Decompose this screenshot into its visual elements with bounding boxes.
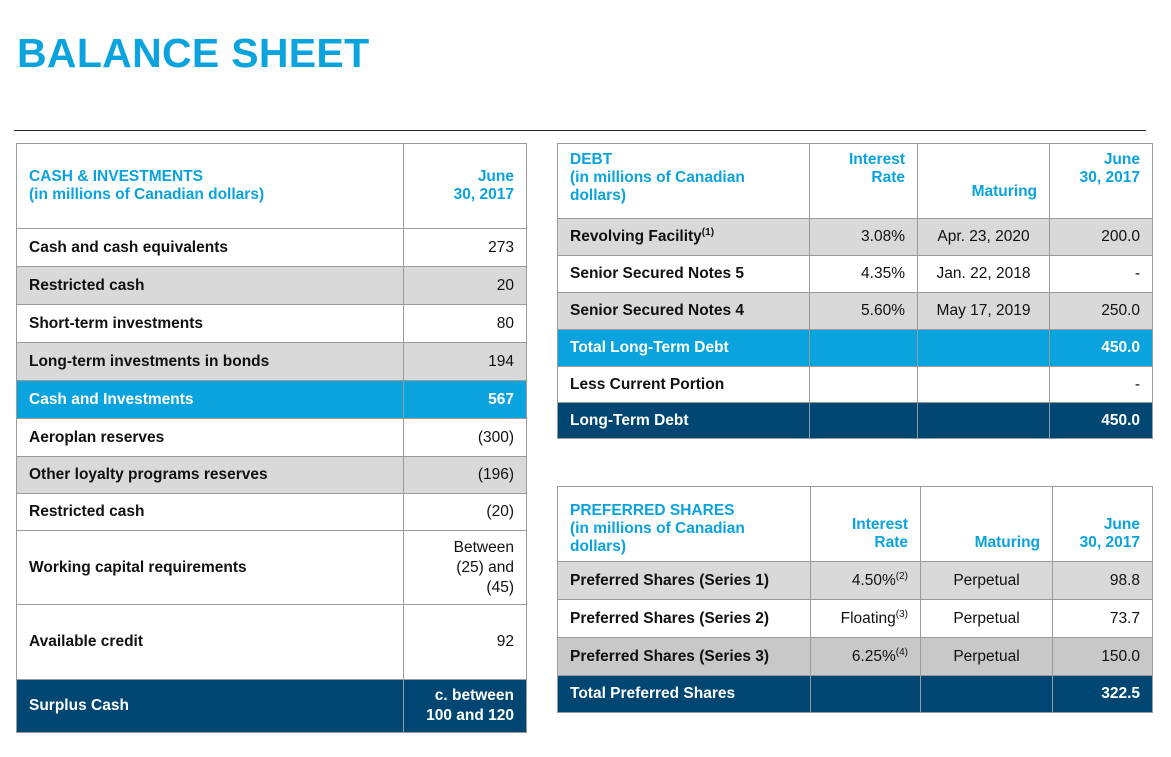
total-row (17, 680, 527, 733)
row-value: (20) (404, 494, 527, 531)
table-row (17, 305, 527, 343)
row-value: 92 (404, 605, 527, 680)
row-maturing: Jan. 22, 2018 (918, 256, 1050, 293)
debt-header-label: DEBT (in millions of Canadian dollars) (558, 144, 810, 219)
cash-header-line2: (in millions of Canadian dollars) (29, 186, 265, 203)
table-row (17, 419, 527, 457)
total-row (558, 676, 1153, 713)
table-row (17, 457, 527, 494)
row-value: (300) (404, 419, 527, 457)
table-header-row (17, 144, 527, 229)
row-maturing: May 17, 2019 (918, 293, 1050, 330)
row-value: (196) (404, 457, 527, 494)
footnote-marker: (1) (701, 227, 715, 239)
row-rate: 5.60% (810, 293, 918, 330)
table-header-row (558, 487, 1153, 562)
row-value: 567 (404, 381, 527, 419)
row-label: Total Preferred Shares (558, 676, 811, 713)
subtotal-row (558, 330, 1153, 367)
row-label: Other loyalty programs reserves (17, 457, 404, 494)
table-row (17, 229, 527, 267)
row-label: Preferred Shares (Series 2) (558, 600, 811, 638)
cash-header-label (17, 144, 404, 229)
row-label: Revolving Facility$^{(1)}$ (558, 219, 810, 256)
row-value: 80 (404, 305, 527, 343)
row-value: - (1050, 256, 1153, 293)
row-value: 450.0 (1050, 403, 1153, 439)
row-rate: 3.08% (810, 219, 918, 256)
cash-investments-table (16, 143, 527, 733)
row-label: Available credit (17, 605, 404, 680)
total-row (558, 403, 1153, 439)
row-label: Preferred Shares (Series 3) (558, 638, 811, 676)
table-row (17, 605, 527, 680)
row-maturing (918, 330, 1050, 367)
row-rate (810, 403, 918, 439)
row-label: Less Current Portion (558, 367, 810, 403)
row-label: Senior Secured Notes 4 (558, 293, 810, 330)
title-divider (14, 130, 1146, 131)
row-label: Preferred Shares (Series 1) (558, 562, 811, 600)
table-row (558, 219, 1153, 256)
row-value: 150.0 (1053, 638, 1153, 676)
preferred-shares-table (557, 486, 1153, 713)
row-value: - (1050, 367, 1153, 403)
row-value: 450.0 (1050, 330, 1153, 367)
table-row (558, 600, 1153, 638)
row-rate: 4.35% (810, 256, 918, 293)
page-title: BALANCE SHEET (17, 30, 370, 76)
footnote-marker: (3) (895, 608, 908, 620)
row-value: Between (25) and (45) (404, 531, 527, 605)
row-value: 98.8 (1053, 562, 1153, 600)
row-label: Long-Term Debt (558, 403, 810, 439)
debt-table (557, 143, 1153, 439)
row-label: Short-term investments (17, 305, 404, 343)
pref-header-date: June 30, 2017 (1053, 487, 1153, 562)
row-maturing: Perpetual (921, 638, 1053, 676)
table-row (558, 293, 1153, 330)
row-maturing: Apr. 23, 2020 (918, 219, 1050, 256)
row-maturing (918, 367, 1050, 403)
debt-header-rate: Interest Rate (810, 144, 918, 219)
row-value: 200.0 (1050, 219, 1153, 256)
row-rate: 6.25%$^{(4)}$ (811, 638, 921, 676)
pref-header-label: PREFERRED SHARES (in millions of Canadian dollars) (558, 487, 811, 562)
row-label: Senior Secured Notes 5 (558, 256, 810, 293)
pref-header-rate: Interest Rate (811, 487, 921, 562)
row-label: Long-term investments in bonds (17, 343, 404, 381)
row-label: Working capital requirements (17, 531, 404, 605)
row-value: 73.7 (1053, 600, 1153, 638)
row-value: 322.5 (1053, 676, 1153, 713)
row-value: 250.0 (1050, 293, 1153, 330)
row-label: Restricted cash (17, 267, 404, 305)
debt-header-maturing: Maturing (918, 144, 1050, 219)
row-label: Surplus Cash (17, 680, 404, 733)
footnote-marker: (4) (895, 646, 908, 658)
footnote-marker: (2) (895, 570, 908, 582)
table-row (558, 367, 1153, 403)
row-rate (810, 330, 918, 367)
table-row (558, 638, 1153, 676)
table-row (17, 267, 527, 305)
row-rate: 4.50%$^{(2)}$ (811, 562, 921, 600)
table-row (17, 343, 527, 381)
row-value: 273 (404, 229, 527, 267)
row-label: Total Long-Term Debt (558, 330, 810, 367)
cash-header-date: June 30, 2017 (404, 144, 527, 229)
row-maturing (918, 403, 1050, 439)
row-label: Cash and cash equivalents (17, 229, 404, 267)
row-rate: Floating$^{(3)}$ (811, 600, 921, 638)
row-label: Cash and Investments (17, 381, 404, 419)
row-value: c. between 100 and 120 (404, 680, 527, 733)
table-row (17, 494, 527, 531)
row-value: 194 (404, 343, 527, 381)
row-rate (810, 367, 918, 403)
row-rate (811, 676, 921, 713)
row-maturing: Perpetual (921, 562, 1053, 600)
row-maturing (921, 676, 1053, 713)
table-row (558, 562, 1153, 600)
debt-header-date: June 30, 2017 (1050, 144, 1153, 219)
table-row (558, 256, 1153, 293)
table-header-row (558, 144, 1153, 219)
pref-header-maturing: Maturing (921, 487, 1053, 562)
cash-header-line1: CASH & INVESTMENTS (29, 168, 203, 185)
row-maturing: Perpetual (921, 600, 1053, 638)
table-row (17, 531, 527, 605)
row-value: 20 (404, 267, 527, 305)
subtotal-row (17, 381, 527, 419)
row-label: Restricted cash (17, 494, 404, 531)
row-label: Aeroplan reserves (17, 419, 404, 457)
